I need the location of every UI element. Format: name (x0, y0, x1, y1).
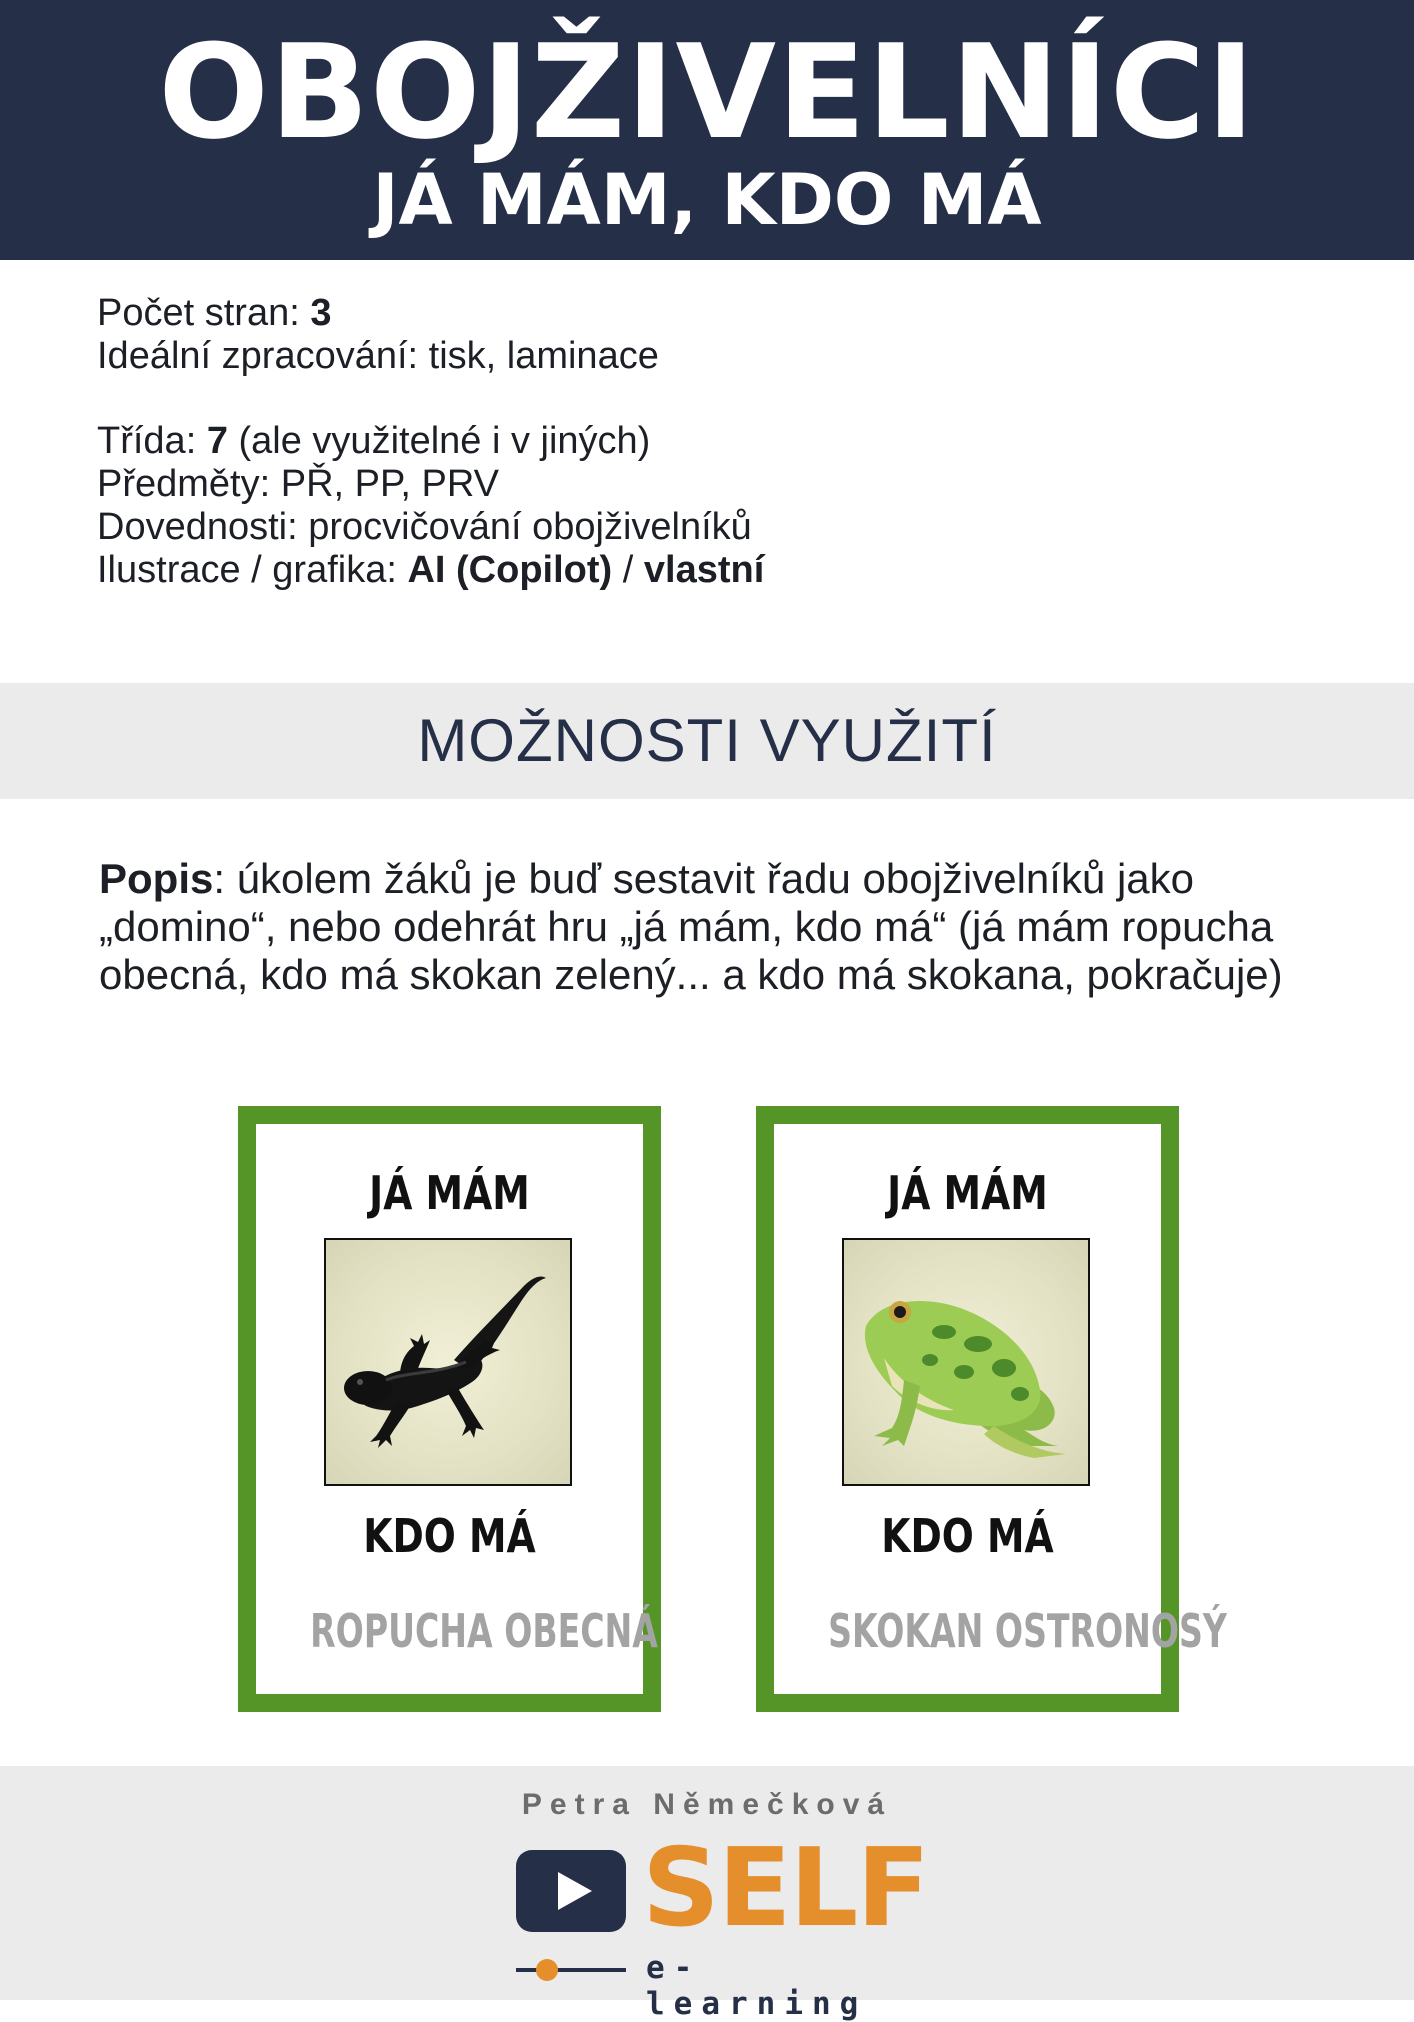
description-text: : úkolem žáků je buď sestavit řadu obojživelníků jako „domino“, nebo odehrát hru „já mám, kdo má“ (já mám ropucha obecná, kdo má skokan zelený... a kdo má skokana, pokračuje) (99, 855, 1283, 998)
illustration-sep: / (612, 549, 644, 591)
illustration-own: vlastní (643, 549, 765, 591)
progress-bar-icon (516, 1968, 626, 1972)
card-top-label: JÁ MÁM (887, 1166, 1048, 1220)
page-title: OBOJŽIVELNÍCI (158, 16, 1256, 168)
play-icon (516, 1850, 626, 1932)
illustration-ai: AI (Copilot) (407, 549, 613, 591)
skills-line: Dovednosti: procvičování obojživelníků (97, 506, 752, 548)
salamander-illustration (324, 1238, 572, 1486)
card-animal-name: ROPUCHA OBECNÁ (310, 1604, 658, 1658)
processing-line: Ideální zpracování: tisk, laminace (97, 335, 659, 377)
description-label: Popis (99, 855, 214, 902)
card-2 (756, 1106, 1227, 1712)
self-elearning-logo (516, 1826, 929, 2022)
illustration-line (97, 549, 1297, 592)
grade-note: (ale využitelné i v jiných) (227, 420, 651, 462)
logo-main-text: SELF (642, 1826, 929, 1951)
description (99, 855, 1329, 999)
section-heading: MOŽNOSTI VYUŽITÍ (0, 683, 1414, 799)
card-animal-name: SKOKAN OSTRONOSÝ (828, 1604, 1227, 1658)
illustration-label: Ilustrace / grafika: (97, 549, 408, 591)
grade-label: Třída: (97, 420, 207, 462)
progress-dot-icon (536, 1959, 558, 1981)
info-block (97, 292, 1297, 592)
card-bottom-label: KDO MÁ (363, 1509, 536, 1563)
page-header (0, 0, 1414, 260)
grade-value: 7 (206, 420, 228, 462)
pages-label: Počet stran: (97, 292, 311, 334)
pages-value: 3 (310, 292, 332, 334)
card-1 (238, 1106, 661, 1712)
card-top-label: JÁ MÁM (369, 1166, 530, 1220)
author-name: Petra Němečková (521, 1788, 893, 1821)
page-subtitle: JÁ MÁM, KDO MÁ (372, 159, 1042, 241)
green-frog-illustration (842, 1238, 1090, 1486)
grade-line (97, 420, 1297, 463)
subjects-line: Předměty: PŘ, PP, PRV (97, 463, 499, 505)
card-bottom-label: KDO MÁ (881, 1509, 1054, 1563)
logo-sub-text: e-learning (646, 1950, 868, 2022)
pages-line (97, 292, 1297, 335)
page-footer (0, 1766, 1414, 2022)
